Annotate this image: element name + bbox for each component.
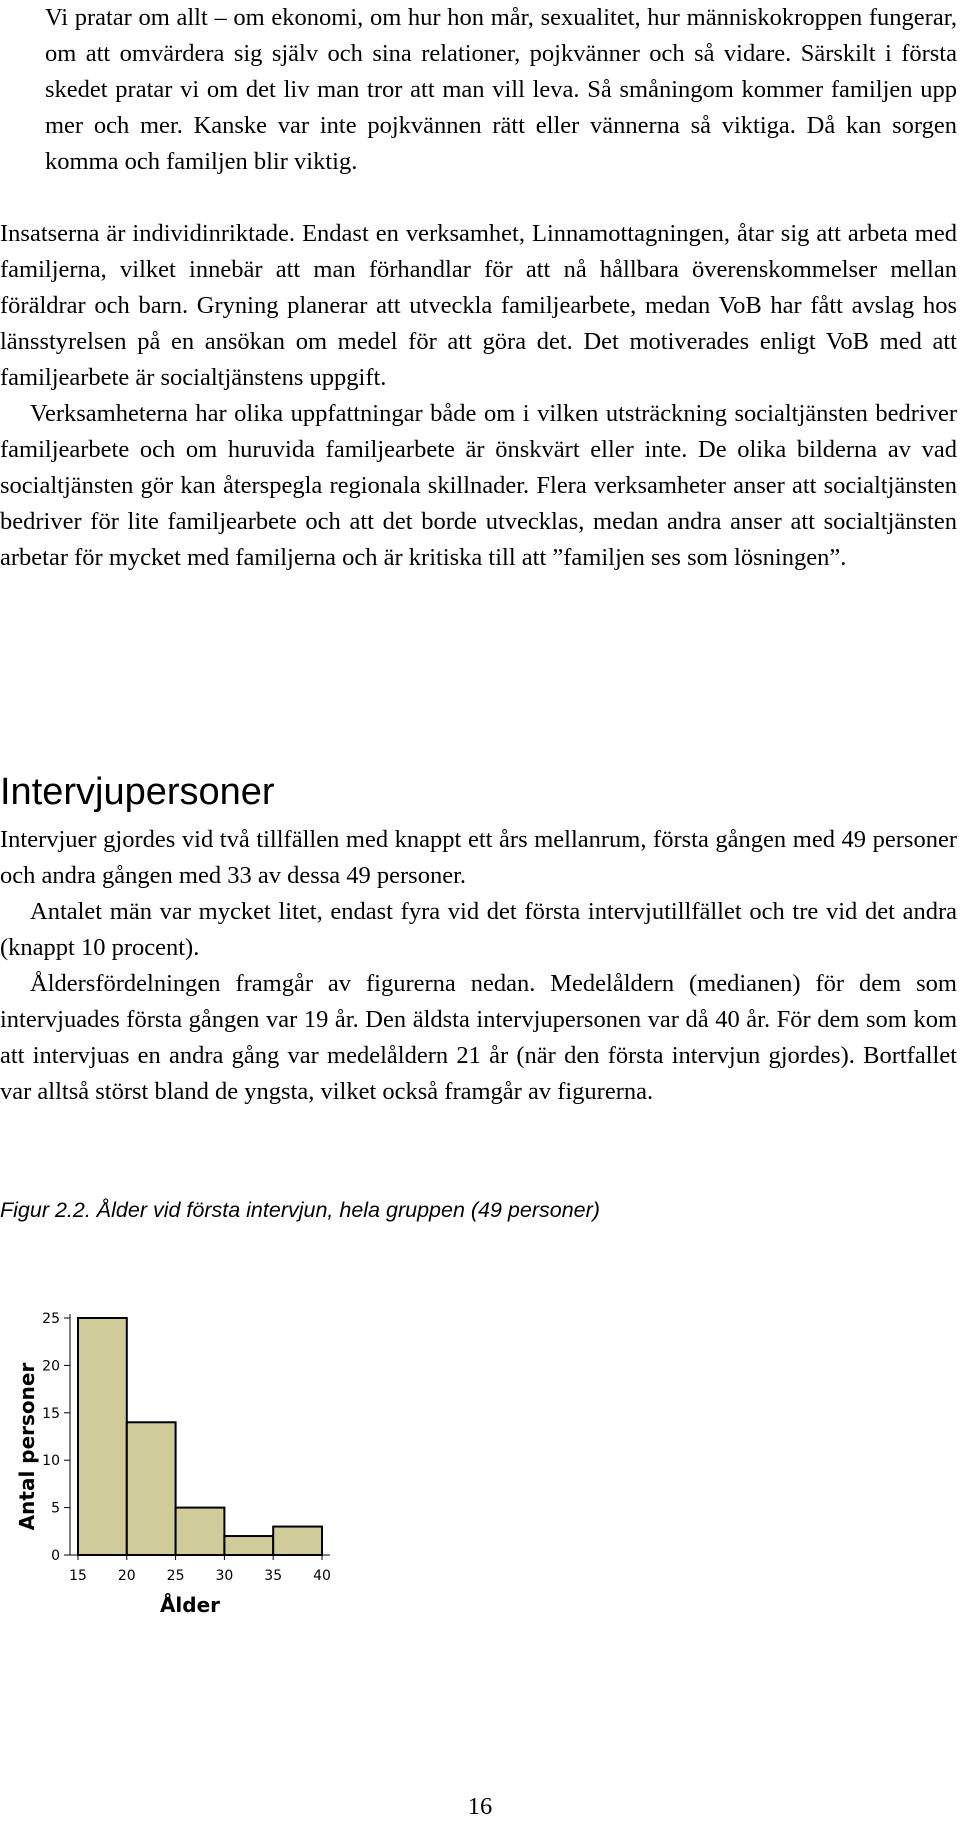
paragraph: Verksamheterna har olika uppfattningar både om i vilken utsträckning socialtjänsten bedriver familjearbete och om huruvida familjearbete är önskvärt eller inte. De olika bilderna av vad socialtjänsten gör kan återspegla regionala skillnader. Flera verksamheter anser att socialtjänsten bedriver för lite familjearbete och att det borde utvecklas, medan andra anser att socialtjänsten arbetar för mycket med familjerna och är kritiska till att ”familjen ses som lösningen”. [0,400,957,571]
y-tick-label: 20 [42,1358,60,1375]
y-tick-label: 5 [51,1500,60,1517]
x-tick-label: 35 [264,1568,283,1584]
age-histogram-chart [0,1290,360,1630]
y-tick-label: 0 [51,1548,60,1564]
x-tick-label: 30 [215,1568,234,1584]
x-tick-label: 40 [313,1568,331,1584]
page-number: 16 [467,1793,493,1820]
x-tick-label: 20 [117,1568,136,1584]
histogram-bar [127,1422,176,1555]
y-axis-title: Antal personer [15,1362,39,1531]
section-heading: Intervjupersoner [0,771,275,813]
histogram-bar [176,1508,225,1555]
x-axis-title: Ålder [159,1593,221,1617]
intro-quote-block [0,0,957,180]
histogram-bar [78,1318,127,1555]
figure-caption: Figur 2.2. Ålder vid första intervjun, hela gruppen (49 personer) [0,1198,600,1222]
x-tick-label: 15 [69,1568,87,1584]
quote-paragraph: Vi pratar om allt – om ekonomi, om hur hon mår, sexualitet, hur människokroppen fungerar, om att omvärdera sig själv och sina relationer, pojkvänner och så vidare. Särskilt i första skedet pratar vi om det liv man tror att man vill leva. Så småningom kommer familjen upp mer och mer. Kanske var inte pojkvännen rätt eller vännerna så viktiga. Då kan sorgen komma och familjen blir viktig. [45,4,957,175]
paragraph: Intervjuer gjordes vid två tillfällen med knappt ett års mellanrum, första gången med 49 personer och andra gången med 33 av dessa 49 personer. [0,826,957,889]
paragraph: Åldersfördelningen framgår av figurerna nedan. Medelåldern (medianen) för dem som intervjuades första gången var 19 år. Den äldsta intervjupersonen var då 40 år. För dem som kom att intervjuas en andra gång var medelåldern 21 år (när den första intervjun gjordes). Bortfallet var alltså störst bland de yngsta, vilket också framgår av figurerna. [0,970,957,1105]
y-tick-label: 15 [42,1405,60,1422]
paragraph: Insatserna är individinriktade. Endast en verksamhet, Linnamottagningen, åtar sig att arbeta med familjerna, vilket innebär att man förhandlar för att nå hållbara överenskommelser mellan föräldrar och barn. Gryning planerar att utveckla familjearbete, medan VoB har fått avslag hos länsstyrelsen på en ansökan om medel för att göra det. Det motiverades enligt VoB med att familjearbete är socialtjänstens uppgift. [0,220,957,391]
section-2-body [0,822,957,1110]
paragraph: Antalet män var mycket litet, endast fyra vid det första intervjutillfället och tre vid det andra (knappt 10 procent). [0,898,957,961]
section-1-body [0,216,957,576]
x-tick-label: 25 [166,1568,185,1584]
y-tick-label: 10 [42,1453,60,1470]
histogram-bar [273,1527,322,1555]
y-tick-label: 25 [42,1311,60,1327]
histogram-bar [224,1536,273,1555]
